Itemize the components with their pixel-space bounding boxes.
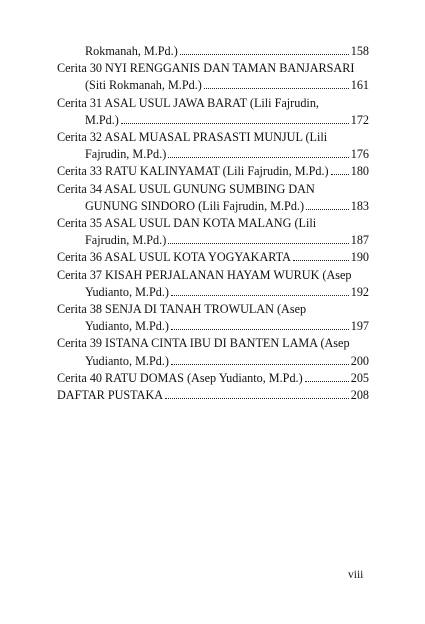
toc-entry-page: 158 bbox=[350, 44, 369, 58]
toc-entry-label: Yudianto, M.Pd.) bbox=[85, 353, 169, 368]
toc-entry bbox=[57, 232, 369, 249]
toc-leader-dots bbox=[306, 209, 349, 210]
toc-entry-label: Yudianto, M.Pd.) bbox=[85, 319, 169, 334]
toc-entry bbox=[57, 112, 369, 129]
toc-entry-label: Cerita 38 SENJA DI TANAH TROWULAN (Asep bbox=[57, 302, 307, 317]
toc-entry-label: GUNUNG SINDORO (Lili Fajrudin, M.Pd.) bbox=[85, 198, 305, 213]
toc-entry-label: (Siti Rokmanah, M.Pd.) bbox=[85, 78, 202, 93]
toc-entry-page: 197 bbox=[350, 319, 369, 334]
toc-entry bbox=[57, 215, 369, 232]
toc-entry-label: Cerita 37 KISAH PERJALANAN HAYAM WURUK (Asep bbox=[57, 267, 352, 282]
toc-entry bbox=[57, 163, 369, 180]
toc-entry bbox=[57, 318, 369, 335]
toc-entry-page: 190 bbox=[350, 250, 369, 265]
toc-entry-page: 192 bbox=[350, 284, 369, 299]
toc-leader-dots bbox=[168, 157, 348, 158]
toc-entry-page: 200 bbox=[350, 353, 369, 368]
toc-entry-label: Rokmanah, M.Pd.) bbox=[85, 44, 178, 58]
toc-leader-dots bbox=[121, 123, 349, 124]
toc-entry-page: 208 bbox=[350, 388, 369, 403]
toc-entry-label: Cerita 39 ISTANA CINTA IBU DI BANTEN LAMA (Asep bbox=[57, 336, 350, 351]
toc-entry-page: 187 bbox=[350, 233, 369, 248]
toc-leader-dots bbox=[171, 364, 349, 365]
toc-entry bbox=[57, 353, 369, 370]
toc-entry-label: Cerita 31 ASAL USUL JAWA BARAT (Lili Fajrudin, bbox=[57, 95, 319, 110]
toc-entry bbox=[57, 301, 369, 318]
toc-entry bbox=[57, 267, 369, 284]
toc-leader-dots bbox=[305, 381, 349, 382]
toc-entry bbox=[57, 129, 369, 146]
toc-entry-label: Fajrudin, M.Pd.) bbox=[85, 147, 167, 162]
toc-leader-dots bbox=[180, 54, 349, 55]
toc-entry-label: Cerita 40 RATU DOMAS (Asep Yudianto, M.Pd.) bbox=[57, 370, 303, 385]
toc-entry-page: 161 bbox=[350, 78, 369, 93]
toc-entry-label: Fajrudin, M.Pd.) bbox=[85, 233, 167, 248]
toc-entry bbox=[57, 181, 369, 198]
toc-entry bbox=[57, 249, 369, 266]
toc-entry-label: M.Pd.) bbox=[85, 112, 119, 127]
toc-entry bbox=[57, 77, 369, 94]
toc-entry-label: Yudianto, M.Pd.) bbox=[85, 284, 169, 299]
toc-entry-label: DAFTAR PUSTAKA bbox=[57, 388, 164, 403]
table-of-contents bbox=[57, 43, 369, 404]
toc-leader-dots bbox=[204, 88, 349, 89]
toc-entry bbox=[57, 387, 369, 404]
toc-entry-label: Cerita 33 RATU KALINYAMAT (Lili Fajrudin, M.Pd.) bbox=[57, 164, 329, 179]
toc-entry bbox=[57, 60, 369, 77]
toc-leader-dots bbox=[171, 295, 349, 296]
toc-entry-page: 205 bbox=[350, 370, 369, 385]
toc-leader-dots bbox=[331, 174, 349, 175]
toc-entry bbox=[57, 284, 369, 301]
toc-leader-dots bbox=[293, 260, 349, 261]
toc-entry-page: 172 bbox=[350, 112, 369, 127]
page-number: viii bbox=[348, 569, 364, 581]
toc-entry-page: 183 bbox=[350, 198, 369, 213]
toc-entry bbox=[57, 335, 369, 352]
toc-entry bbox=[57, 43, 369, 60]
toc-leader-dots bbox=[168, 243, 348, 244]
toc-leader-dots bbox=[171, 329, 349, 330]
toc-entry-label: Cerita 36 ASAL USUL KOTA YOGYAKARTA bbox=[57, 250, 291, 265]
toc-entry bbox=[57, 146, 369, 163]
toc-entry-page: 176 bbox=[350, 147, 369, 162]
toc-entry bbox=[57, 198, 369, 215]
toc-entry-page: 180 bbox=[350, 164, 369, 179]
toc-entry-label: Cerita 34 ASAL USUL GUNUNG SUMBING DAN bbox=[57, 181, 315, 196]
toc-entry-label: Cerita 35 ASAL USUL DAN KOTA MALANG (Lili bbox=[57, 216, 317, 231]
toc-entry bbox=[57, 370, 369, 387]
toc-entry bbox=[57, 95, 369, 112]
toc-entry-label: Cerita 30 NYI RENGGANIS DAN TAMAN BANJARSARI bbox=[57, 61, 355, 76]
toc-leader-dots bbox=[165, 398, 349, 399]
toc-entry-label: Cerita 32 ASAL MUASAL PRASASTI MUNJUL (Lili bbox=[57, 130, 328, 145]
